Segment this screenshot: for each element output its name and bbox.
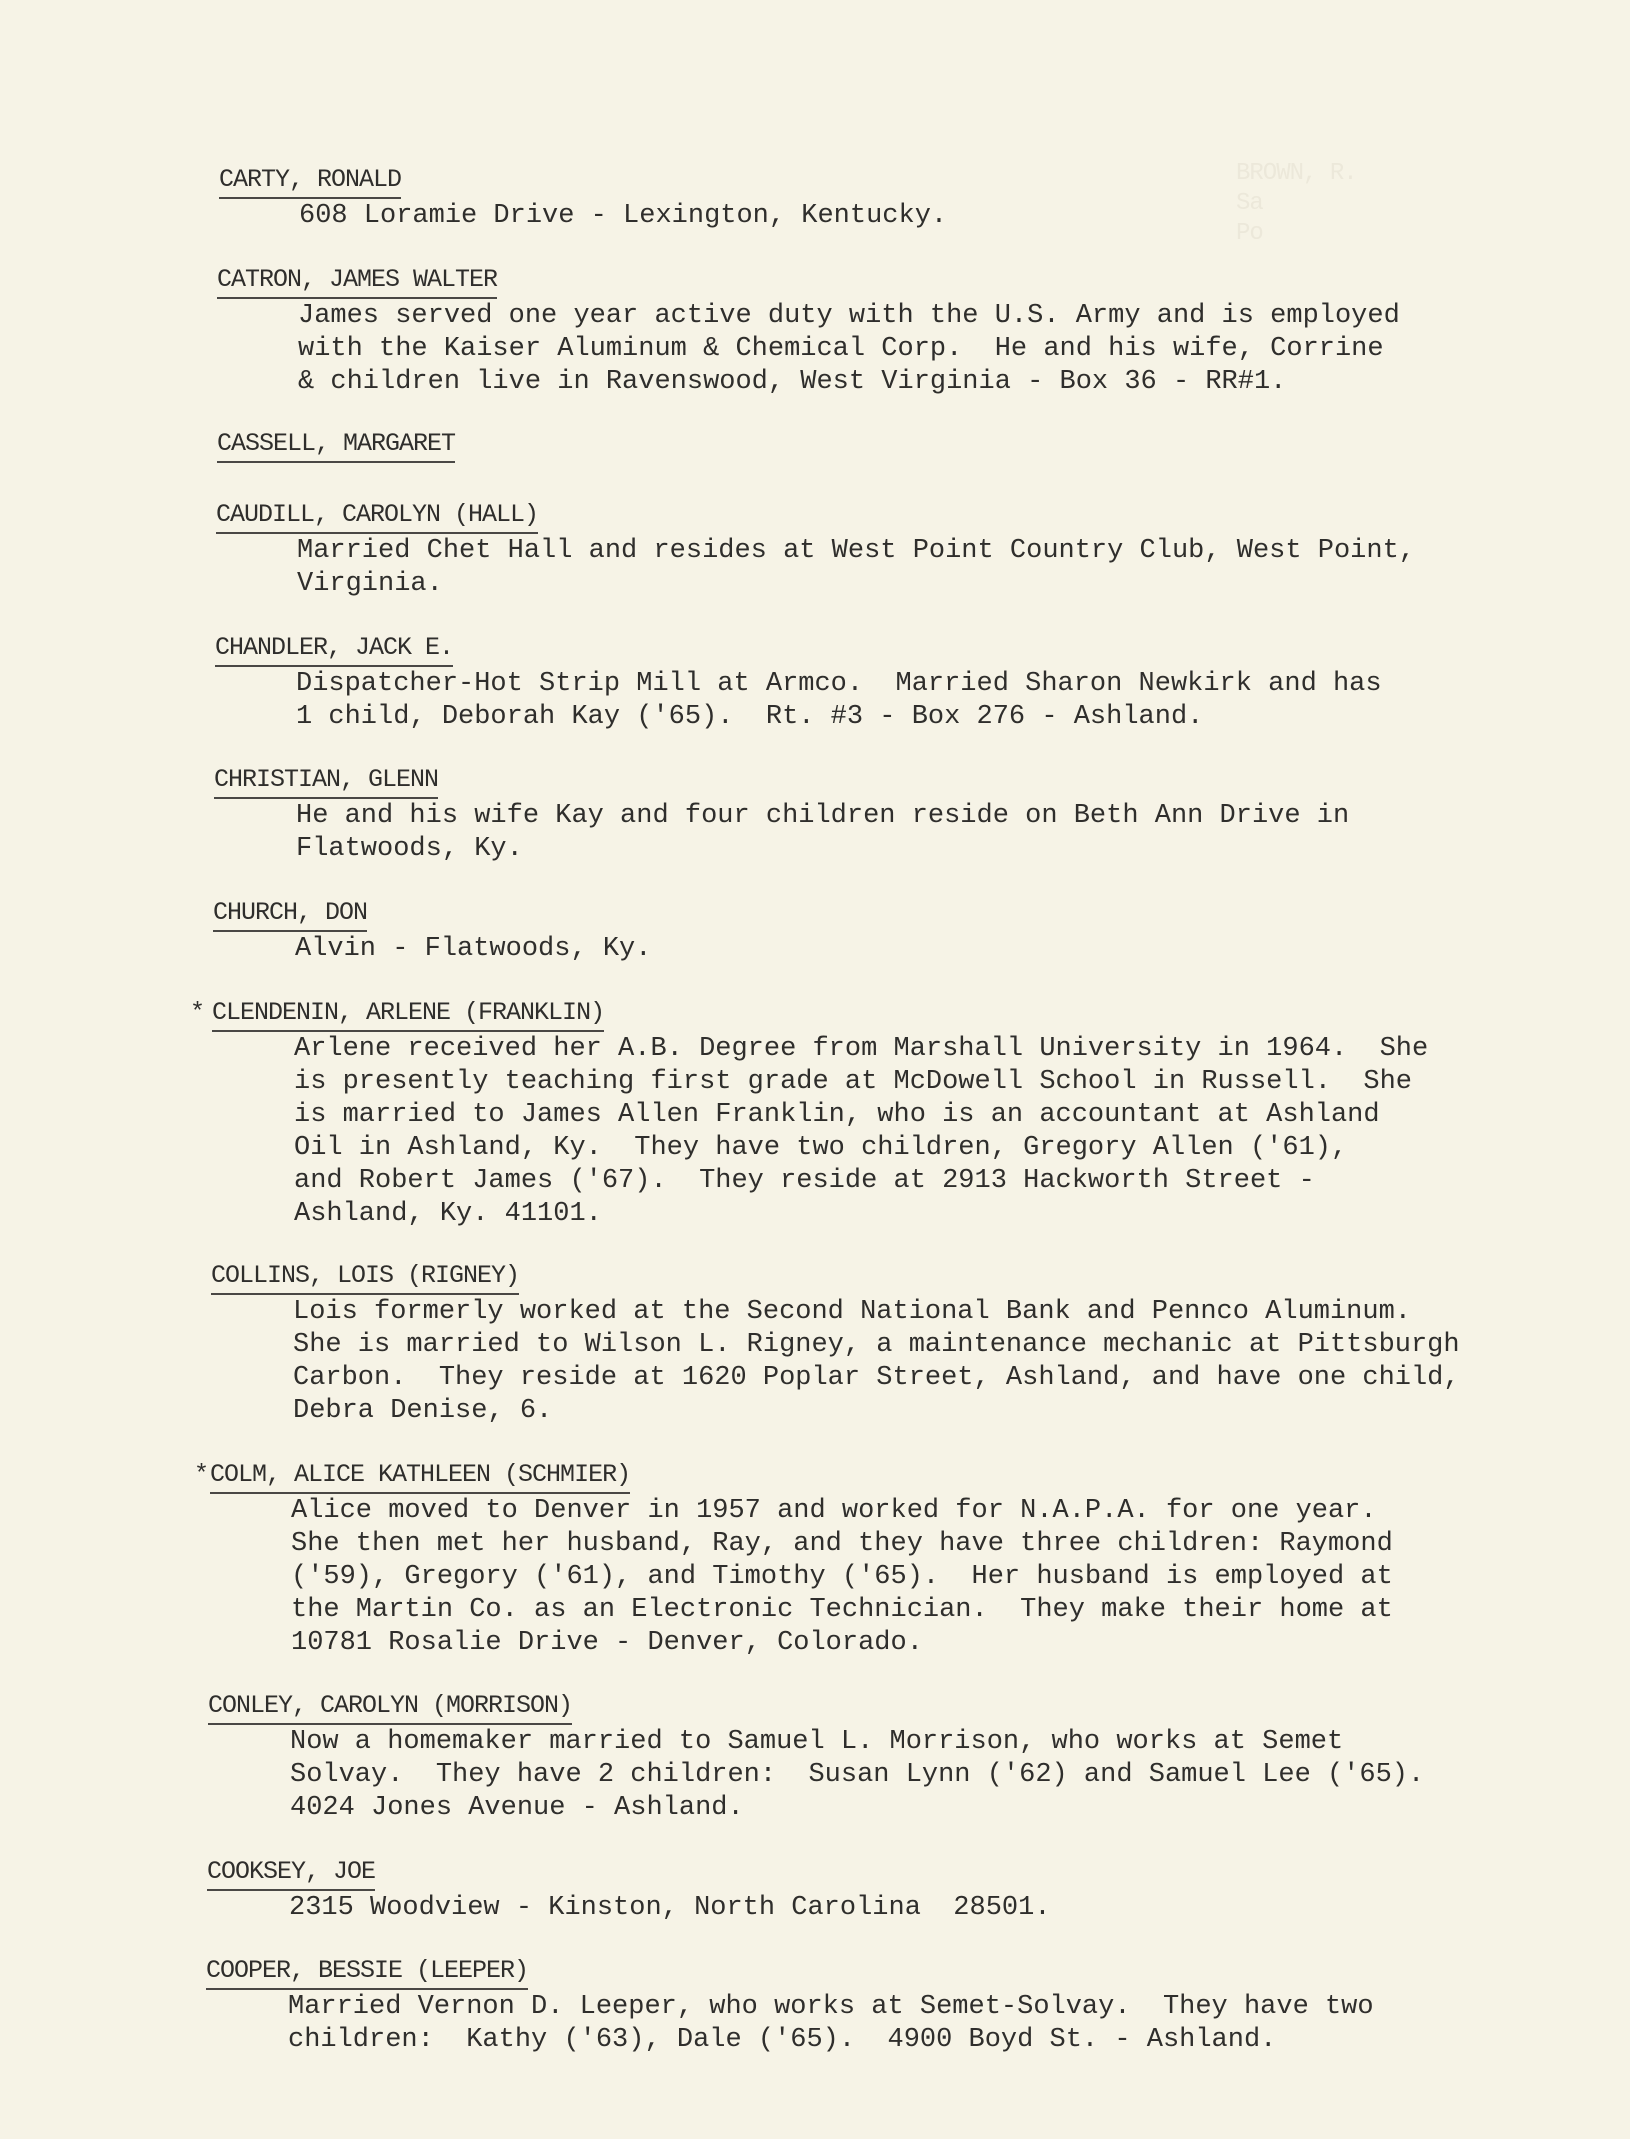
- entry-name: COOKSEY, JOE: [207, 1856, 375, 1891]
- entry-name: CHRISTIAN, GLENN: [214, 764, 438, 799]
- entry-details: Married Chet Hall and resides at West Point Country Club, West Point, Virginia.: [297, 536, 1415, 599]
- entry-cooksey: [0, 1856, 1630, 1925]
- entry-details: 608 Loramie Drive - Lexington, Kentucky.: [299, 201, 948, 231]
- entry-colm: [0, 1459, 1630, 1660]
- entry-name: COOPER, BESSIE (LEEPER): [206, 1955, 528, 1990]
- asterisk-marker: *: [190, 998, 205, 1027]
- entry-carty: [0, 164, 1630, 233]
- entry-conley: [0, 1690, 1630, 1825]
- entry-cooper: [0, 1955, 1630, 2057]
- entry-details: Married Vernon D. Leeper, who works at Semet-Solvay. They have two children: Kathy ('63), Dale ('65). 4900 Boyd St. - Ashland.: [288, 1992, 1374, 2055]
- entry-name: CHANDLER, JACK E.: [215, 632, 453, 667]
- entry-details: Now a homemaker married to Samuel L. Morrison, who works at Semet Solvay. They have 2 children: Susan Lynn ('62) and Samuel Lee ('65). 4024 Jones Avenue - Ashland.: [290, 1727, 1425, 1823]
- entry-collins: [0, 1260, 1630, 1428]
- entry-name: CASSELL, MARGARET: [217, 428, 455, 463]
- entry-cassell: [0, 428, 1630, 463]
- entry-church: [0, 897, 1630, 966]
- entry-caudill: [0, 499, 1630, 601]
- entry-clendenin: [0, 997, 1630, 1231]
- entry-details: 2315 Woodview - Kinston, North Carolina 28501.: [289, 1893, 1051, 1923]
- entry-christian: [0, 764, 1630, 866]
- entry-name: CONLEY, CAROLYN (MORRISON): [208, 1690, 572, 1725]
- entry-name: * CLENDENIN, ARLENE (FRANKLIN): [212, 997, 604, 1032]
- entry-details: James served one year active duty with the U.S. Army and is employed with the Kaiser Aluminum & Chemical Corp. He and his wife, Corrine & children live in Ravenswood, West Virginia - Box 36 - RR#1.: [298, 301, 1400, 397]
- entry-name: COLLINS, LOIS (RIGNEY): [211, 1260, 519, 1295]
- entry-details: Dispatcher-Hot Strip Mill at Armco. Married Sharon Newkirk and has 1 child, Deborah Kay ('65). Rt. #3 - Box 276 - Ashland.: [296, 669, 1382, 732]
- entry-name: CHURCH, DON: [213, 897, 367, 932]
- entry-details: He and his wife Kay and four children reside on Beth Ann Drive in Flatwoods, Ky.: [296, 801, 1350, 864]
- entry-details: Alvin - Flatwoods, Ky.: [295, 934, 652, 964]
- bleed-through-text: BROWN, R. Sa Po: [1236, 160, 1357, 247]
- entry-name: CARTY, RONALD: [219, 164, 401, 199]
- entry-chandler: [0, 632, 1630, 734]
- entry-name: CATRON, JAMES WALTER: [217, 264, 497, 299]
- asterisk-marker: *: [194, 1460, 209, 1489]
- entry-details: Arlene received her A.B. Degree from Marshall University in 1964. She is presently teaching first grade at McDowell School in Russell. She is married to James Allen Franklin, who is an accountant at Ashland Oil in Ashland, Ky. They have two children, Gregory Allen ('61), and Robert James ('67). They reside at 2913 Hackworth Street - Ashland, Ky. 41101.: [294, 1034, 1429, 1229]
- entry-details: Lois formerly worked at the Second National Bank and Pennco Aluminum. She is married to Wilson L. Rigney, a maintenance mechanic at Pittsburgh Carbon. They reside at 1620 Poplar Street, Ashland, and have one child, Debra Denise, 6.: [293, 1297, 1460, 1426]
- entry-name: * COLM, ALICE KATHLEEN (SCHMIER): [210, 1459, 630, 1494]
- entry-catron: [0, 264, 1630, 399]
- entry-details: Alice moved to Denver in 1957 and worked for N.A.P.A. for one year. She then met her husband, Ray, and they have three children: Raymond ('59), Gregory ('61), and Timothy ('65). Her husband is employed at the Martin Co. as an Electronic Technician. They make their home at 10781 Rosalie Drive - Denver, Colorado.: [291, 1496, 1393, 1658]
- entry-name: CAUDILL, CAROLYN (HALL): [216, 499, 538, 534]
